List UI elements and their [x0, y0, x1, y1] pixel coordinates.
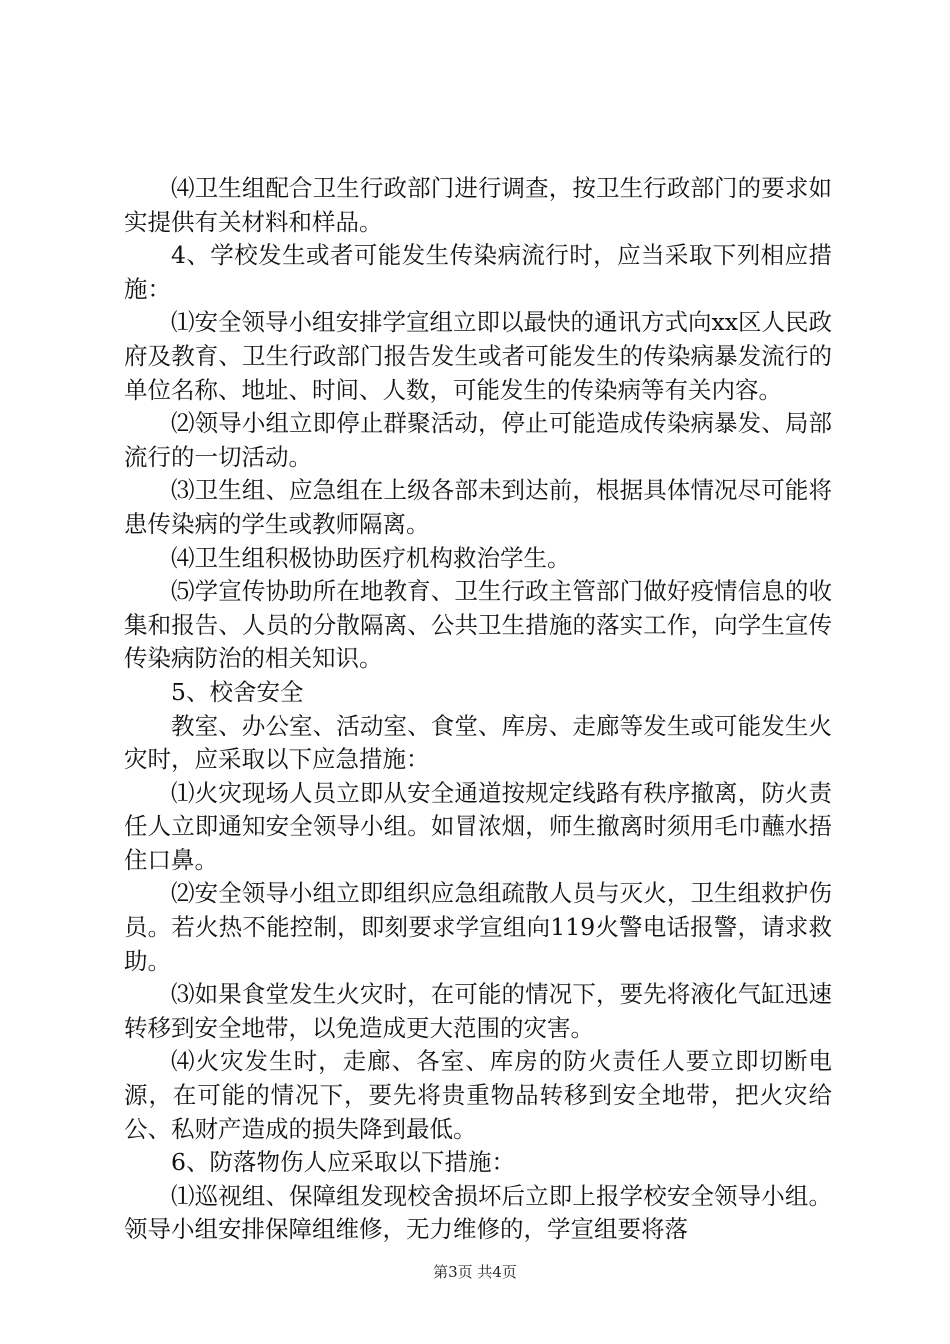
page-number-footer: 第3页 共4页	[433, 1263, 517, 1281]
paragraph-6: ⑷卫生组积极协助医疗机构救治学生。	[171, 543, 571, 572]
paragraph-15: ⑴巡视组、保障组发现校舍损坏后立即上报学校安全领导小组。领导小组安排保障组维修，无力维修的，学宣组要将落	[124, 1181, 832, 1244]
paragraph-7: ⑸学宣传协助所在地教育、卫生行政主管部门做好疫情信息的收集和报告、人员的分散隔离、公共卫生措施的落实工作，向学生宣传传染病防治的相关知识。	[124, 577, 832, 673]
paragraph-8: 5、校舍安全	[171, 677, 304, 706]
paragraph-9: 教室、办公室、活动室、食堂、库房、走廊等发生或可能发生火灾时，应采取以下应急措施：	[124, 711, 832, 774]
paragraph-11: ⑵安全领导小组立即组织应急组疏散人员与灭火，卫生组救护伤员。若火热不能控制，即刻要求学宣组向119火警电话报警，请求救助。	[124, 879, 832, 975]
paragraph-14: 6、防落物伤人应采取以下措施：	[171, 1148, 515, 1177]
paragraph-2: 4、学校发生或者可能发生传染病流行时，应当采取下列相应措施：	[124, 241, 832, 303]
paragraph-10: ⑴火灾现场人员立即从安全通道按规定线路有秩序撤离，防火责任人立即通知安全领导小组。如冒浓烟，师生撤离时须用毛巾蘸水捂住口鼻。	[124, 778, 832, 874]
paragraph-13: ⑷火灾发生时，走廊、各室、库房的防火责任人要立即切断电源，在可能的情况下，要先将贵重物品转移到安全地带，把火灾给公、私财产造成的损失降到最低。	[124, 1047, 832, 1143]
paragraph-4: ⑵领导小组立即停止群聚活动，停止可能造成传染病暴发、局部流行的一切活动。	[124, 409, 832, 471]
paragraph-1: ⑷卫生组配合卫生行政部门进行调查，按卫生行政部门的要求如实提供有关材料和样品。	[124, 174, 832, 236]
paragraph-3: ⑴安全领导小组安排学宣组立即以最快的通讯方式向xx区人民政府及教育、卫生行政部门报告发生或者可能发生的传染病暴发流行的单位名称、地址、时间、人数，可能发生的传染病等有关内容。	[124, 308, 833, 404]
paragraph-5: ⑶卫生组、应急组在上级各部未到达前，根据具体情况尽可能将患传染病的学生或教师隔离。	[124, 476, 832, 538]
document-body	[124, 172, 832, 1247]
paragraph-12: ⑶如果食堂发生火灾时，在可能的情况下，要先将液化气缸迅速转移到安全地带，以免造成更大范围的灾害。	[124, 980, 832, 1042]
